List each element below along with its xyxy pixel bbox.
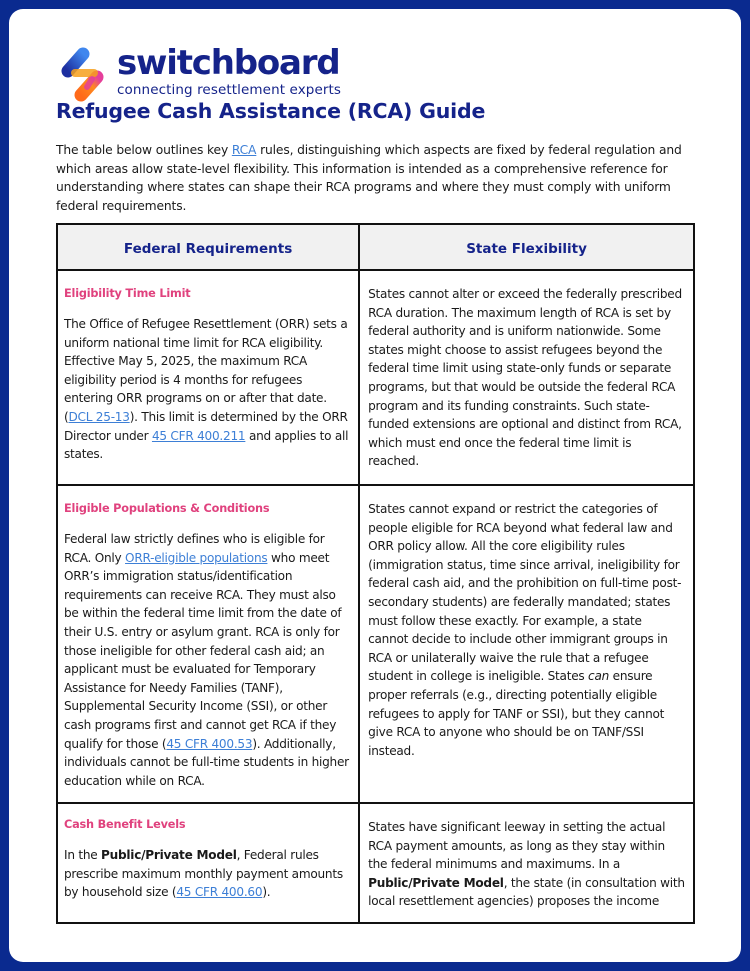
emphasis-text: can (588, 669, 610, 684)
federal-text: The Office of Refugee Resettlement (ORR) sets a uniform national time limit for RCA eligibility. Effective May 5, 2025, the maximum RCA eligibility period is 4 months for refugees entering ORR programs on or after that date. (DCL 25-13). This limit is determined by the ORR Director under 45 CFR 400.211 and applies to all states. (64, 317, 349, 462)
federal-text: In the Public/Private Model, Federal rules prescribe maximum monthly payment amounts by household size (45 CFR 400.60). (64, 848, 343, 900)
brand-tagline: connecting resettlement experts (117, 82, 342, 98)
federal-text: Federal law strictly defines who is eligible for RCA. Only ORR-eligible populations who meet ORR’s immigration status/identification requirements can receive RCA. They must also be within the federal time limit from the date of their U.S. entry or asylum grant. RCA is only for those ineligible for other federal cash aid; an applicant must be evaluated for Temporary Assistance for Needy Families (TANF), Supplemental Security Income (SSI), or other cash programs first and cannot get RCA if they qualify for those (45 CFR 400.53). Additionally, individuals cannot be full-time students in higher education while on RCA. (64, 532, 349, 788)
state-cell (359, 270, 694, 485)
rca-rules-table (56, 223, 695, 924)
table-row (57, 270, 694, 485)
page-title: Refugee Cash Assistance (RCA) Guide (56, 99, 486, 123)
section-heading: Cash Benefit Levels (64, 818, 186, 831)
section-heading: Eligible Populations & Conditions (64, 502, 270, 515)
cfr-400-60-link[interactable]: 45 CFR 400.60 (176, 885, 263, 900)
intro-paragraph (56, 141, 696, 215)
rca-link[interactable]: RCA (231, 143, 257, 157)
state-text: States have significant leeway in setting the actual RCA payment amounts, as long as they stay within the federal minimums and maximums. In a Public/Private Model, the state (in consultation with local resettlement agencies) proposes the income (368, 820, 685, 909)
section-heading: Eligibility Time Limit (64, 287, 191, 300)
document-page (9, 9, 741, 962)
state-cell (359, 803, 694, 923)
federal-cell (57, 485, 359, 803)
table-row (57, 485, 694, 803)
orr-eligible-populations-link[interactable]: ORR-eligible populations (125, 550, 268, 565)
cfr-400-53-link[interactable]: 45 CFR 400.53 (166, 736, 253, 751)
table-row (57, 803, 694, 923)
dcl-25-13-link[interactable]: DCL 25-13 (68, 409, 130, 424)
intro-text: The table below outlines key (56, 143, 232, 157)
header-state-flexibility: State Flexibility (359, 224, 694, 270)
federal-cell (57, 803, 359, 923)
brand-logo (59, 43, 342, 104)
state-cell (359, 485, 694, 803)
brand-name: switchboard (117, 43, 340, 83)
switchboard-logo-icon (59, 46, 109, 104)
state-text: States cannot expand or restrict the categories of people eligible for RCA beyond what federal law and ORR policy allow. All the core eligibility rules (immigration status, time since arrival, ineligibility for federal cash aid, and the prohibition on full-time post-secondary students) are federally mandated; states must follow these exactly. For example, a state cannot decide to include other immigrant groups in RCA or unilaterally waive the rule that a refugee student in college is ineligible. States can ensure proper referrals (e.g., directing potentially eligible refugees to apply for TANF or SSI), but they cannot give RCA to anyone who should be on TANF/SSI instead. (368, 502, 682, 758)
cfr-400-211-link[interactable]: 45 CFR 400.211 (151, 428, 246, 443)
state-text: States cannot alter or exceed the federally prescribed RCA duration. The maximum length of RCA is set by federal authority and is uniform nationwide. Some states might choose to assist refugees beyond the federal time limit using state-only funds or separate programs, but that would be outside the federal RCA program and its funding constraints. Such state-funded extensions are optional and distinct from RCA, which must end once the federal time limit is reached. (368, 287, 682, 469)
intro-text: rules, distinguishing which aspects are fixed by federal regulation and which areas allow state-level flexibility. This information is intended as a comprehensive reference for understanding where states can shape their RCA programs and where they must comply with uniform federal requirements. (56, 143, 682, 213)
federal-cell (57, 270, 359, 485)
table-header-row (57, 224, 694, 270)
bold-text: Public/Private Model (368, 875, 504, 890)
header-federal-requirements: Federal Requirements (57, 224, 359, 270)
bold-text: Public/Private Model (101, 848, 237, 862)
